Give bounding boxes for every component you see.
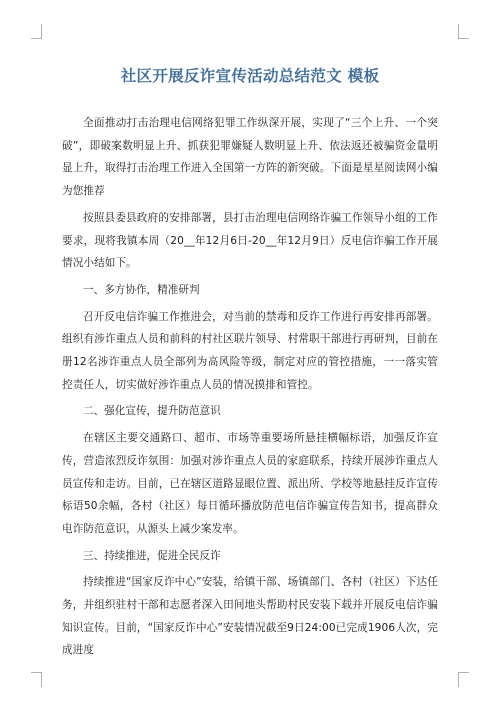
summary-intro-paragraph: 按照县委县政府的安排部署，县打击治理电信网络诈骗工作领导小组的工作要求，现将我镇本周（20__年12月6日-20__年12月9日）反电信诈骗工作开展情况小结如下。 [62, 211, 438, 270]
document-body [62, 112, 438, 666]
intro-paragraph: 全面推动打击治理电信网络犯罪工作纵深开展，实现了“三个上升、一个突破”，即破案数明显上升、抓获犯罪嫌疑人数明显上升、依法返还被骗资金量明显上升，取得打击治理工作进入全国第一方阵的新突破。下面是星星阅读网小编为您推荐 [62, 117, 438, 198]
crop-mark-top-right [458, 24, 469, 39]
crop-mark-bottom-right [458, 672, 469, 687]
section-heading-2: 二、强化宣传，提升防范意识 [83, 405, 221, 418]
section-1-paragraph: 召开反电信诈骗工作推进会，对当前的禁毒和反诈工作进行再安排再部署。组织有涉诈重点人员和前科的村社区联片领导、村常职干部进行再研判，目前在册12名涉诈重点人员全部列为高风险等级，制定对应的管控措施，一一落实管控责任人，切实做好涉诈重点人员的情况摸排和管控。 [62, 310, 438, 391]
crop-mark-top-left [31, 24, 42, 39]
section-heading-1: 一、多方协作，精准研判 [83, 283, 200, 296]
document-title: 社区开展反诈宣传活动总结范文 模板 [120, 67, 380, 85]
section-2-paragraph: 在辖区主要交通路口、超市、市场等重要场所悬挂横幅标语，加强反诈宣传，营造浓烈反诈氛围：加强对涉诈重点人员的家庭联系，持续开展涉诈重点人员宣传和走访。目前，已在辖区道路显眼位置、派出所、学校等地悬挂反诈宣传标语50余幅，各村（社区）每日循环播放防范电信诈骗宣传告知书，提高群众电诈防范意识，从源头上减少案发率。 [62, 432, 438, 535]
section-heading-3: 三、持续推进，促进全民反诈 [83, 549, 221, 562]
crop-mark-bottom-left [31, 672, 42, 687]
section-3-paragraph: 持续推进“国家反诈中心”安装，给镇干部、场镇部门、各村（社区）下达任务，并组织驻村干部和志愿者深入田间地头帮助村民安装下载并开展反电信诈骗知识宣传。目前，“国家反诈中心”安装情况截至9日24:00已完成1906人次，完成进度 [62, 576, 438, 657]
